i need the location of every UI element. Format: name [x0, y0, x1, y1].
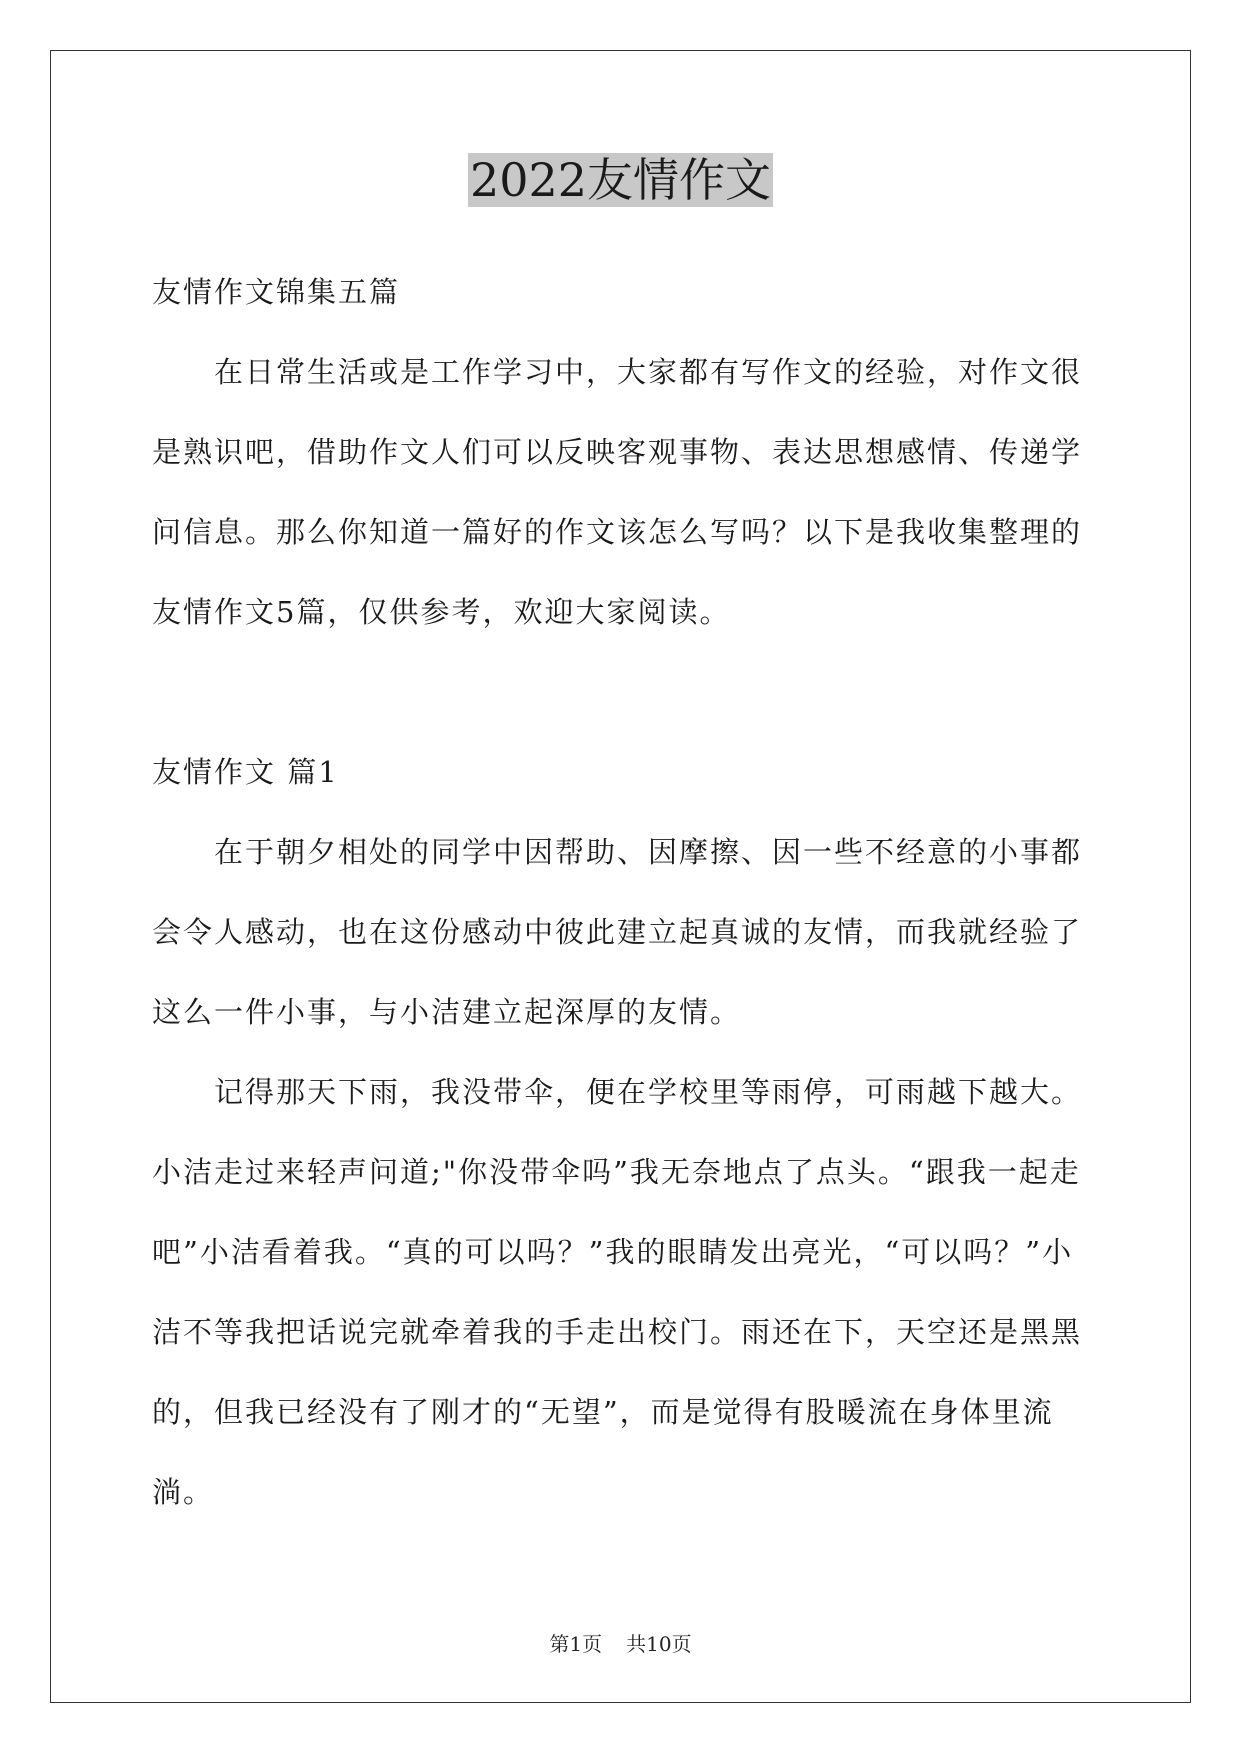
section-heading: 友情作文 篇1	[152, 755, 339, 789]
body-paragraph-2: 记得那天下雨，我没带伞，便在学校里等雨停，可雨越下越大。小洁走过来轻声问道;"你没带伞吗”我无奈地点了点头。“跟我一起走吧”小洁看着我。“真的可以吗？”我的眼睛发出亮光，“可以吗？”小洁不等我把话说完就牵着我的手走出校门。雨还在下，天空还是黑黑的，但我已经没有了刚才的“无望”，而是觉得有股暖流在身体里流淌。	[152, 1075, 1083, 1509]
page-footer	[0, 1630, 1241, 1658]
title-text: 2022友情作文	[469, 153, 772, 207]
document-body	[152, 252, 1092, 1532]
body-paragraph-1: 在于朝夕相处的同学中因帮助、因摩擦、因一些不经意的小事都会令人感动，也在这份感动中彼此建立起真诚的友情，而我就经验了这么一件小事，与小洁建立起深厚的友情。	[152, 835, 1083, 1029]
page-total: 共10页	[626, 1632, 692, 1656]
intro-paragraph: 在日常生活或是工作学习中，大家都有写作文的经验，对作文很是熟识吧，借助作文人们可以反映客观事物、表达思想感情、传递学问信息。那么你知道一篇好的作文该怎么写吗？以下是我收集整理的友情作文5篇，仅供参考，欢迎大家阅读。	[152, 355, 1083, 629]
subtitle: 友情作文锦集五篇	[152, 275, 401, 309]
page-number: 第1页	[549, 1632, 603, 1656]
document-title	[0, 148, 1241, 212]
